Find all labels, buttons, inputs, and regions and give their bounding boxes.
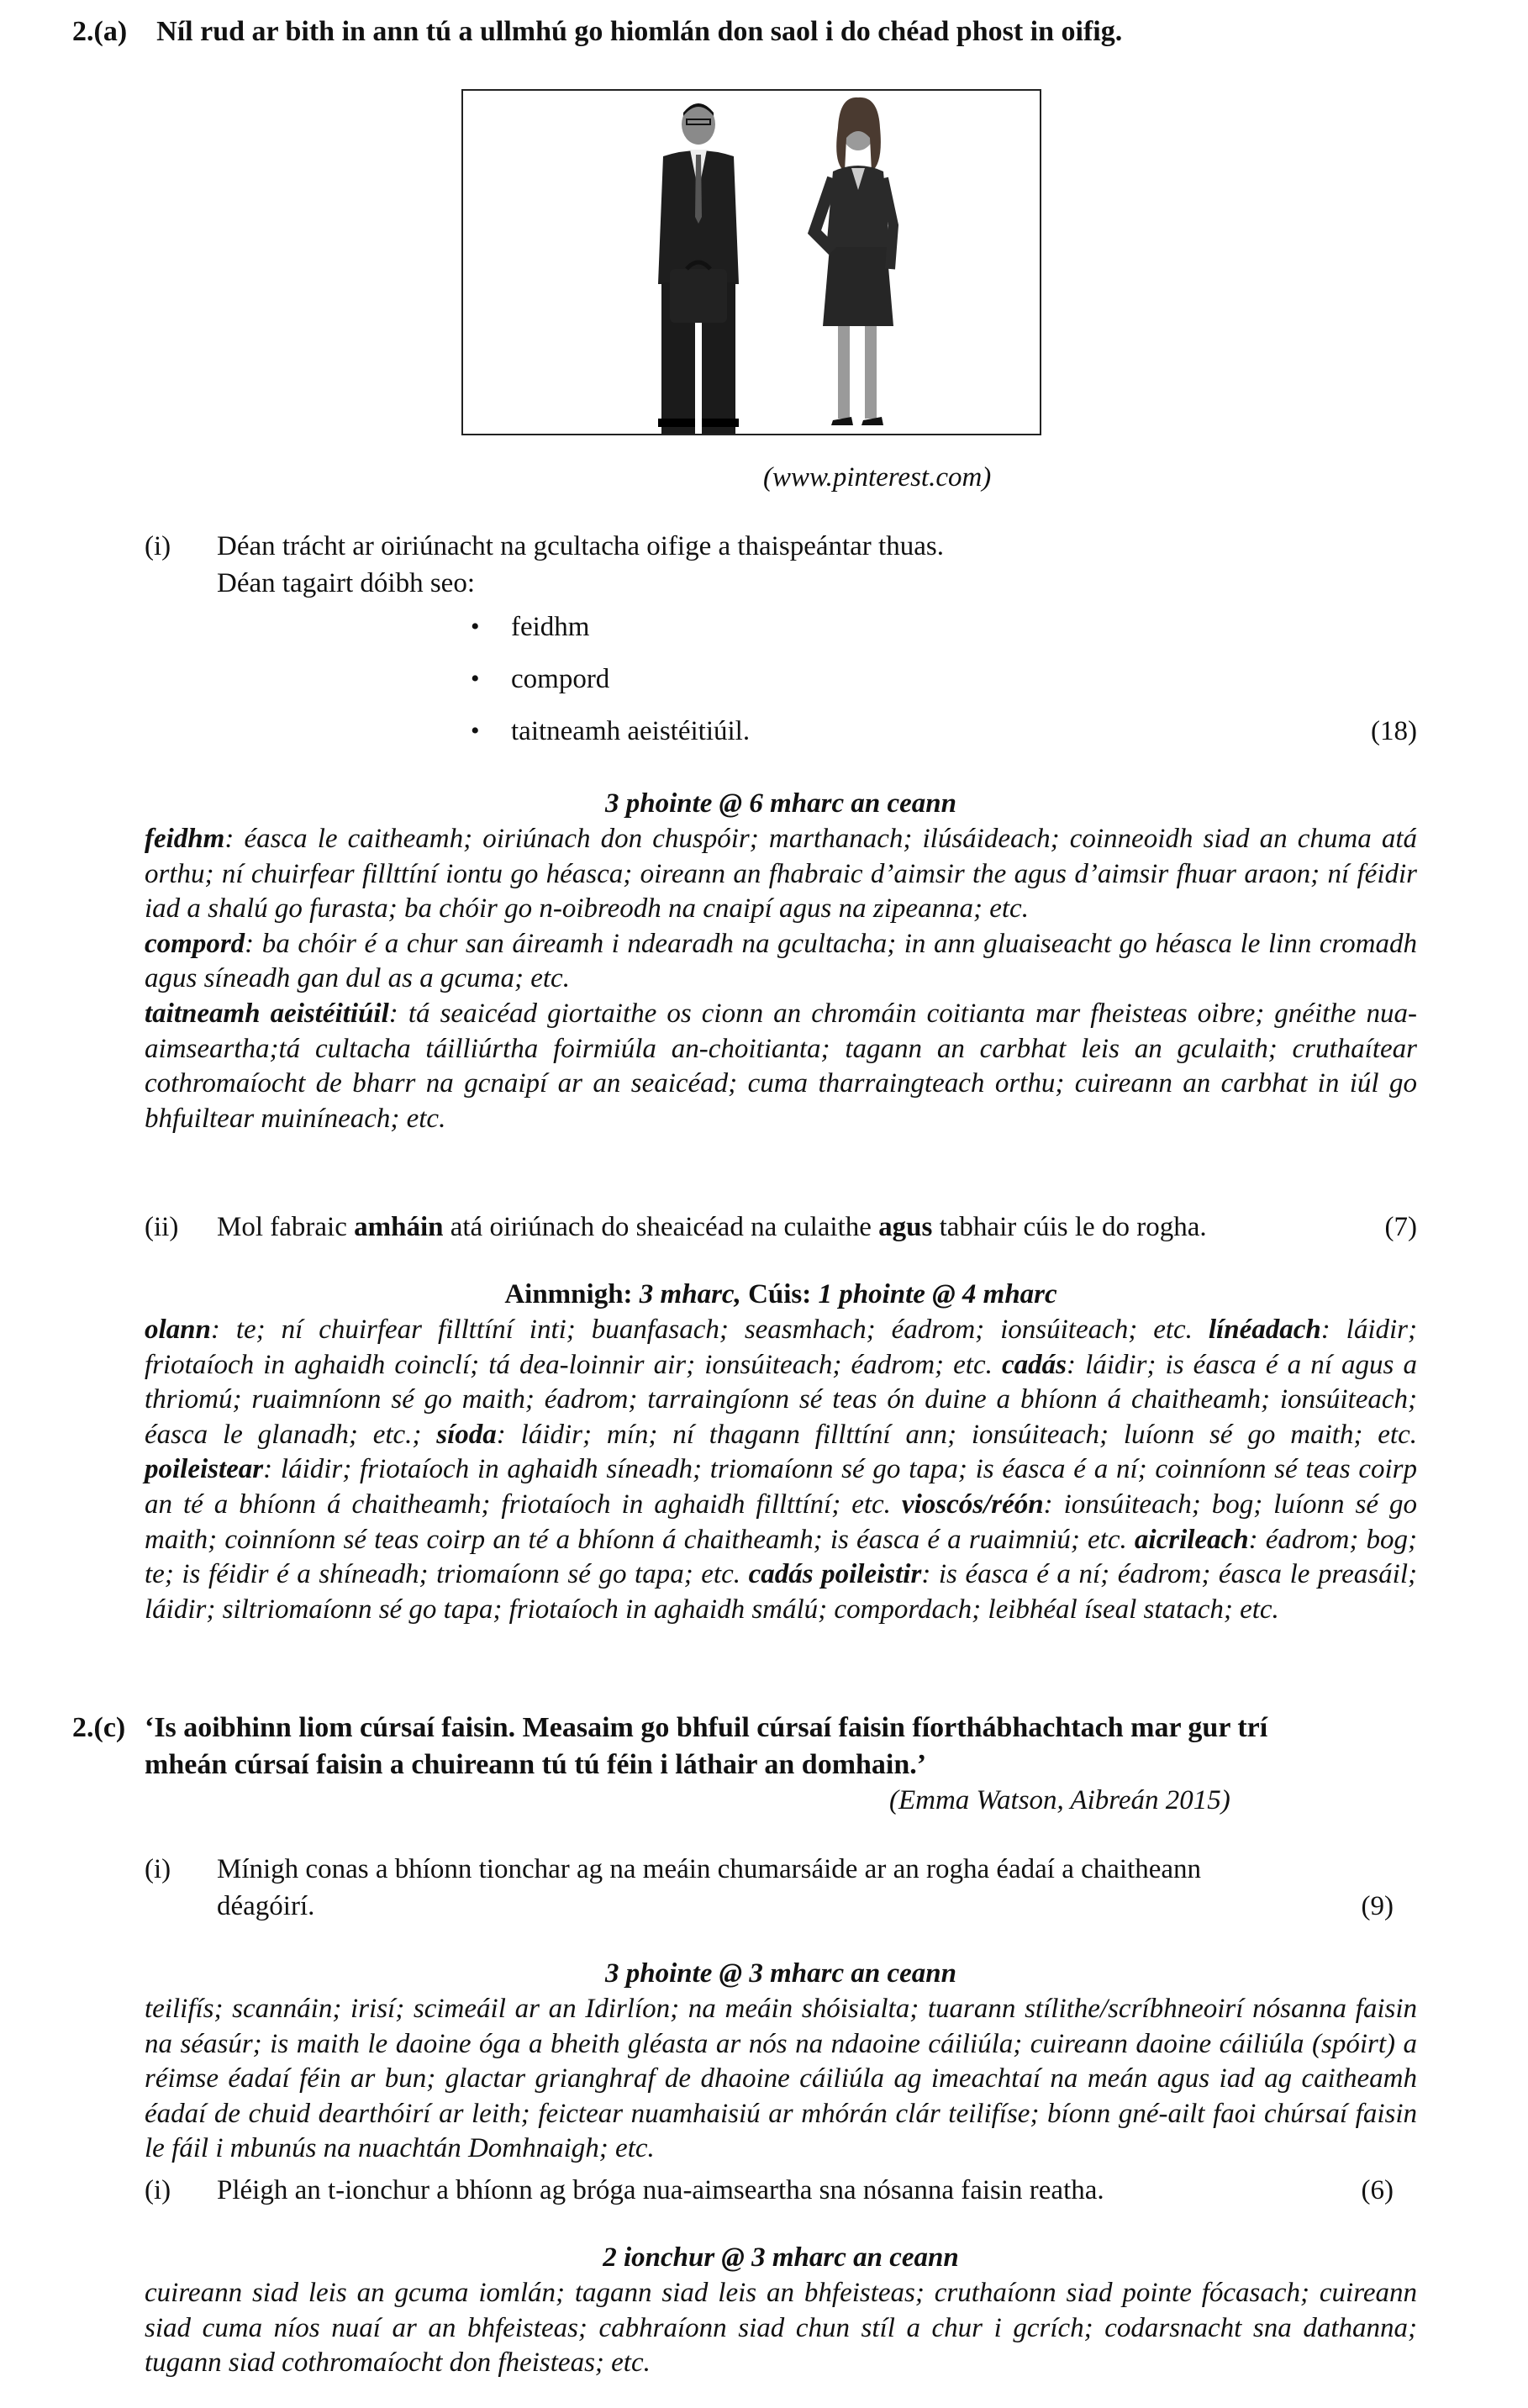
part-2c-ii-question: Pléigh an t-ionchur a bhíonn ag bróga nua-aimseartha sna nósanna faisin reatha. (6): [217, 2172, 1394, 2209]
bullet-item: • taitneamh aeistéitiúil. (18): [511, 713, 1417, 765]
image-source-caption: (www.pinterest.com): [763, 462, 992, 493]
fabric-cadas: cadás: [1001, 1349, 1067, 1380]
scheme-2c-ii-answers: cuireann siad leis an gcuma iomlán; tagann siad leis an bhfeisteas; cruthaíonn siad pointe fócasach; cuireann siad cuma níos nuaí ar an bhfeisteas; cabhraíonn siad chun stíl a chur i gcrích; codarsnacht sna dathanna; tugann siad cothromaíocht don fheisteas; etc.: [145, 2278, 1417, 2379]
scheme-2a-i-heading: 3 phointe @ 6 mharc an ceann: [604, 788, 956, 819]
term-compord: compord: [145, 928, 245, 959]
emphasis-agus: agus: [878, 1212, 933, 1242]
part-2c-i-line2: déagóirí. (9): [217, 1888, 1394, 1925]
bullet-item: • feidhm: [511, 609, 1417, 661]
scheme-2c-ii-heading: 2 ionchur @ 3 mharc an ceann: [603, 2242, 959, 2273]
fabric-vioscos: vioscós/réón: [901, 1489, 1044, 1520]
part-2a-i-line1: Déan trácht ar oiriúnacht na gcultacha oifige a thaispeántar thuas.: [217, 531, 944, 561]
part-2c-i-label: (i): [145, 1854, 171, 1884]
term-feidhm: feidhm: [145, 824, 225, 854]
part-2a-ii-question: Mol fabraic amháin atá oiriúnach do sheaicéad na culaithe agus tabhair cúis le do rogha. (7): [217, 1209, 1417, 1246]
feidhm-points: : éasca le caitheamh; oiriúnach don chuspóir; marthanach; ilúsáideach; coinneoidh siad an chuma atá orthu; ní chuirfear fillttíní iontu go héasca; oireann an fhabraic d’aimsir the agus d’aimsir fhuar araon; ní féidir iad a shalú go furasta; ba chóir go n-oibreodh na cnaipí agus na zipeanna; etc.: [145, 824, 1417, 925]
businesswoman-figure: [814, 97, 893, 425]
part-2c-ii-label: (i): [145, 2175, 171, 2205]
fabric-lineadach: línéadach: [1208, 1315, 1321, 1345]
quote-attribution: (Emma Watson, Aibreán 2015): [889, 1785, 1230, 1815]
part-2a-i-bullet-list: [471, 609, 1417, 765]
scheme-2a-ii-heading: Ainmnigh: 3 mharc, Cúis: 1 phointe @ 4 mharc: [504, 1279, 1057, 1309]
bullet-icon: •: [471, 717, 480, 745]
scheme-2c-i-answers: teilifís; scannáin; irisí; scimeáil ar an Idirlíon; na meáin shóisialta; tuarann stílithe/scríbhneoirí nósanna faisin na séasúr; is maith le daoine óga a bheith gléasta ar nós na ndaoine cáiliúla; cuireann daoine cáiliúla (spóirt) a réimse éadaí féin ar bun; glactar grianghraf de dhaoine cáiliúla ag imeachtaí na meán agus iad ag caitheamh éadaí de chuid dearthóirí ar leith; feictear nuamhaisiú ar mhórán clár teilifíse; bíonn gné-ailt faoi chúrsaí faisin le fáil i mbunús na nuachtán Domhnaigh; etc.: [145, 1994, 1417, 2164]
businesspeople-illustration: [463, 91, 1041, 435]
part-2a-i-label: (i): [145, 531, 171, 561]
fabric-aicrileach: aicrileach: [1134, 1524, 1249, 1555]
scheme-2c-i-heading: 3 phointe @ 3 mharc an ceann: [604, 1958, 956, 1989]
part-2a-i-line2: Déan tagairt dóibh seo:: [217, 568, 475, 598]
marks-2a-ii: (7): [1384, 1212, 1417, 1242]
fabric-sioda: síoda: [436, 1419, 497, 1450]
term-aesthetic: taitneamh aeistéitiúil: [145, 998, 389, 1029]
aesthetic-points: : tá seaicéad giortaithe os cionn an chromáin coitianta mar fheisteas oibre; gnéithe nua-aimseartha;tá cultacha táilliúrtha foirmiúla an-choitianta; tagann an carbhat leis an gculaith; cruthaítear cothromaíocht de bharr na gcnaipí ar an seaicéad; cuma tharraingteach orthu; cuireann an carbhat in iúl go bhfuiltear muiníneach; etc.: [145, 998, 1417, 1134]
question-2a-label: 2.(a): [72, 16, 128, 47]
businessman-figure: [658, 103, 739, 435]
office-attire-photo: [461, 89, 1041, 435]
question-2c-label: 2.(c): [72, 1712, 126, 1743]
quote-line-1: ‘Is aoibhinn liom cúrsaí faisin. Measaim go bhfuil cúrsaí faisin fíorthábhachtach mar gur trí: [145, 1712, 1268, 1743]
marks-2c-i: (9): [1361, 1891, 1394, 1921]
scheme-2a-ii-answers: olann: te; ní chuirfear fillttíní inti; buanfasach; seasmhach; éadrom; ionsúiteach; etc. línéadach: láidir; friotaíoch in aghaidh coinclí; tá dea-loinnir air; ionsúiteach; éadrom; etc. cadás: láidir; is éasca é a ní agus a thriomú; ruaimníonn sé go maith; éadrom; tarraingíonn sé teas ón duine a bhíonn á chaitheamh; ionsúiteach; éasca le glanadh; etc.; síoda: láidir; mín; ní thagann fillttíní ann; ionsúiteach; luíonn sé go maith; etc. poileistear: láidir; friotaíoch in aghaidh síneadh; triomaíonn sé go tapa; is éasca é a ní; coinníonn sé teas coirp an té a bhíonn á chaitheamh; friotaíoch in aghaidh fillttíní; etc. vioscós/réón: ionsúiteach; bog; luíonn sé go maith; coinníonn sé teas coirp an té a bhíonn á chaitheamh; is éasca é a ruaimniú; etc. aicrileach: éadrom; bog; te; is féidir é a shíneadh; triomaíonn sé go tapa; etc. cadás poileistir: is éasca é a ní; éadrom; éasca le preasáil; láidir; siltriomaíonn sé go tapa; friotaíoch in aghaidh smálú; compordach; leibhéal íseal statach; etc.: [145, 1315, 1417, 1625]
part-2a-ii-label: (ii): [145, 1212, 179, 1242]
question-2c-quote: [145, 1710, 1439, 1784]
question-2a-title: Níl rud ar bith in ann tú a ullmhú go hiomlán don saol i do chéad phost in oifig.: [156, 16, 1123, 47]
part-2c-i-line1: Mínigh conas a bhíonn tionchar ag na meáin chumarsáide ar an rogha éadaí a chaitheann: [217, 1854, 1202, 1884]
fabric-cadas-poileistir: cadás poileistir: [748, 1559, 922, 1590]
question-2a-heading: [72, 13, 1484, 50]
fabric-poileistear: poileistear: [145, 1454, 264, 1485]
fabric-olann: olann: [145, 1315, 211, 1345]
bullet-icon: •: [471, 665, 480, 693]
quote-line-2: mheán cúrsaí faisin a chuireann tú tú féin i láthair an domhain.’: [145, 1749, 927, 1780]
compord-points: : ba chóir é a chur san áireamh i ndearadh na gcultacha; in ann gluaiseacht go héasca le linn cromadh agus síneadh gan dul as a gcuma; etc.: [145, 928, 1417, 994]
marks-2c-ii: (6): [1361, 2175, 1394, 2205]
marks-2a-i: (18): [1371, 716, 1417, 746]
bullet-icon: •: [471, 613, 480, 640]
bullet-item: • compord: [511, 661, 1417, 713]
scheme-2a-i-answers: [145, 822, 1417, 1136]
emphasis-amhain: amháin: [354, 1212, 444, 1242]
